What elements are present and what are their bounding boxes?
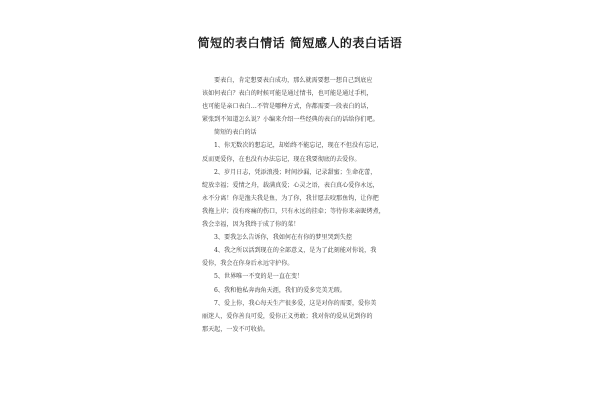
text-line: 那天起，一发不可收拾。 bbox=[202, 325, 270, 333]
text-line: 4、我之所以活到现在的全部意义，是为了此刻能对你说，我 bbox=[214, 247, 377, 255]
text-line: 反而更爱你，在也没有办法忘记，现在我要彻底的去爱你。 bbox=[202, 155, 361, 163]
text-line: 该如何表白？表白的时候可能是通过情书，也可能是通过手机， bbox=[202, 90, 373, 98]
text-line: 爱你，我会在你身后永远守护你。 bbox=[202, 260, 294, 268]
text-line: 我拖上岸；没有疼痛的伤口，只有永远的挂牵；等待你来亲昵烤煮， bbox=[202, 207, 385, 215]
text-line: 6、我和他私奔海角天涯，我们的爱多完美无瑕。 bbox=[214, 286, 346, 294]
text-line: 也可能是亲口表白…不管是哪种方式，你都需要一段表白的话， bbox=[202, 103, 373, 111]
text-line: 1、你无数次的想忘记，却始终不能忘记，现在不但没有忘记， bbox=[214, 142, 383, 150]
text-line: 丽迷人，爱你善良可爱，爱你正义勇敢；我对你的爱从见到你的 bbox=[202, 312, 373, 320]
text-line: 绽放幸福；爱情之舟，载满真爱；心灵之语，表白真心爱你永远， bbox=[202, 181, 379, 189]
text-line: 要表白，肯定想要表白成功，那么就需要想一想自己到底应 bbox=[214, 77, 373, 84]
text-line: 永不分离！你是渔夫我是鱼，为了你，我甘愿去咬那鱼钩，让你把 bbox=[202, 194, 379, 202]
text-line: 2、岁月日志，凭添浪漫；时间沙漏，记录甜蜜；生命花蕾， bbox=[214, 168, 377, 176]
text-line: 我会幸福，因为我终于成了你的菜！ bbox=[202, 221, 300, 229]
text-line: 3、要我怎么告诉你，我如何在有你的梦里哭到失控 bbox=[214, 234, 352, 242]
document-body bbox=[202, 74, 417, 336]
text-line: 5、世界唯一不变的是一直在变！ bbox=[214, 273, 304, 281]
text-line: 简短的表白的话 bbox=[214, 129, 257, 137]
text-line: 紧张到不知道怎么说？小编来介绍一些经典的表白的话给你们吧。 bbox=[202, 116, 379, 124]
text-line: 7、爱上你，我心每天生产很多爱，这是对你的需要，爱你美 bbox=[214, 299, 377, 307]
document-title: 简短的表白情话 简短感人的表白话语 bbox=[197, 36, 403, 50]
